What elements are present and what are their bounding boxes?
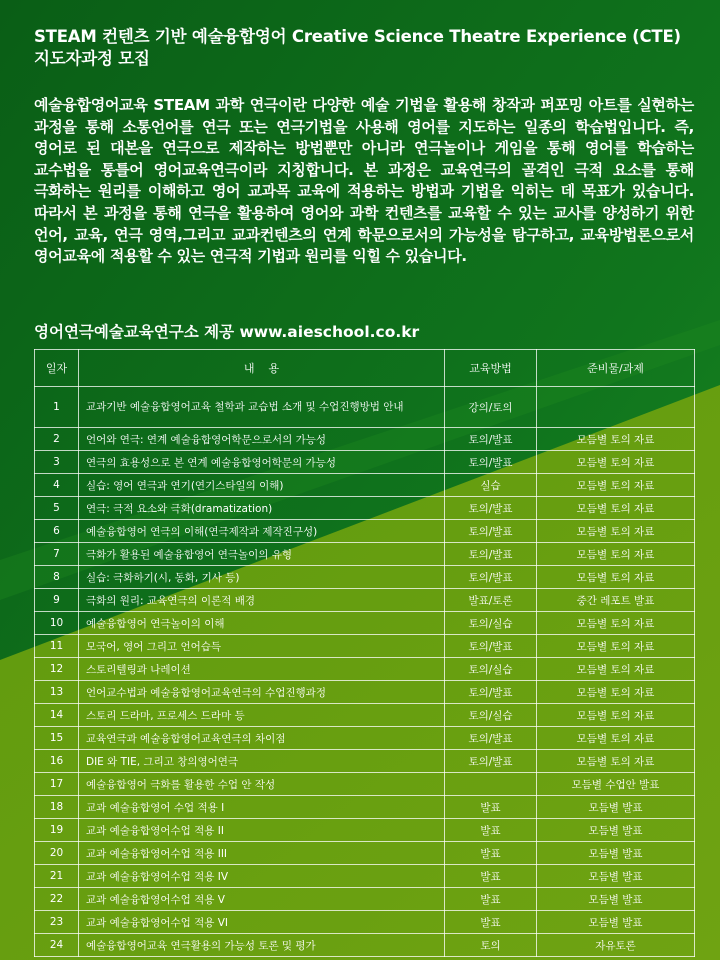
cell-date: 8 bbox=[35, 566, 79, 589]
table-row bbox=[35, 911, 695, 934]
cell-content: 스토리 드라마, 프로세스 드라마 등 bbox=[79, 704, 445, 727]
cell-content: 연극: 극적 요소와 극화(dramatization) bbox=[79, 497, 445, 520]
cell-method: 토의/발표 bbox=[445, 520, 537, 543]
title-line-1: STEAM 컨텐츠 기반 예술융합영어 Creative Science Theatre Experience (CTE) bbox=[34, 27, 681, 46]
cell-materials: 모듬별 토의 자료 bbox=[537, 727, 695, 750]
cell-method: 토의/발표 bbox=[445, 428, 537, 451]
cell-content: 교과 예술융합영어수업 적용 IV bbox=[79, 865, 445, 888]
table-row bbox=[35, 543, 695, 566]
provider-line: 영어연극예술교육연구소 제공 www.aieschool.co.kr bbox=[34, 323, 420, 341]
table-row bbox=[35, 451, 695, 474]
cell-method: 토의/발표 bbox=[445, 635, 537, 658]
intro-paragraph: 예술융합영어교육 STEAM 과학 연극이란 다양한 예술 기법을 활용해 창작과 퍼포밍 아트를 실현하는 과정을 통해 소통언어를 연극 또는 연극기법을 사용해 영어를 지도하는 일종의 학습법입니다. 즉, 영어로 된 대본을 연극으로 제작하는 방법뿐만 아니라 연극놀이나 게임을 통해 영어를 학습하는 교수법을 통틀어 영어교육연극이라 지칭합니다. 본 과정은 교육연극의 골격인 극적 요소를 통해 극화하는 원리를 이해하고 영어 교과목 교육에 적용하는 방법과 기법을 익히는 데 목표가 있습니다. 따라서 본 과정을 통해 연극을 활용하여 영어와 과학 컨텐츠를 교육할 수 있는 교사를 양성하기 위한 언어, 교육, 연극 영역,그리고 교과컨텐츠의 연계 학문으로서의 가능성을 탐구하고, 교육방법론으로서 영어교육에 적용할 수 있는 연극적 기법과 원리를 익힐 수 있습니다. bbox=[34, 96, 694, 266]
table-row bbox=[35, 635, 695, 658]
cell-materials: 모듬별 토의 자료 bbox=[537, 704, 695, 727]
cell-date: 9 bbox=[35, 589, 79, 612]
table-row bbox=[35, 520, 695, 543]
cell-method: 토의/발표 bbox=[445, 681, 537, 704]
cell-content: 예술융합영어교육 연극활용의 가능성 토론 및 평가 bbox=[79, 934, 445, 957]
cell-method: 실습 bbox=[445, 474, 537, 497]
cell-materials: 모듬별 토의 자료 bbox=[537, 474, 695, 497]
cell-date: 4 bbox=[35, 474, 79, 497]
cell-date: 17 bbox=[35, 773, 79, 796]
table-row bbox=[35, 566, 695, 589]
table-header-row bbox=[35, 350, 695, 387]
page-title bbox=[34, 26, 714, 70]
cell-materials: 모듬별 토의 자료 bbox=[537, 750, 695, 773]
cell-materials: 모듬별 토의 자료 bbox=[537, 635, 695, 658]
cell-date: 19 bbox=[35, 819, 79, 842]
table-row bbox=[35, 819, 695, 842]
cell-method: 토의/발표 bbox=[445, 566, 537, 589]
cell-content: 실습: 극화하기(시, 동화, 기사 등) bbox=[79, 566, 445, 589]
cell-materials: 모듬별 토의 자료 bbox=[537, 566, 695, 589]
cell-method: 토의/발표 bbox=[445, 543, 537, 566]
cell-content: 교과 예술융합영어수업 적용 II bbox=[79, 819, 445, 842]
cell-date: 5 bbox=[35, 497, 79, 520]
cell-date: 6 bbox=[35, 520, 79, 543]
cell-method: 발표 bbox=[445, 819, 537, 842]
cell-content: 언어와 연극: 연계 예술융합영어학문으로서의 가능성 bbox=[79, 428, 445, 451]
cell-materials: 모듬별 토의 자료 bbox=[537, 451, 695, 474]
table-row bbox=[35, 865, 695, 888]
cell-date: 3 bbox=[35, 451, 79, 474]
cell-method: 토의/실습 bbox=[445, 658, 537, 681]
cell-materials: 모듬별 발표 bbox=[537, 842, 695, 865]
cell-content: 실습: 영어 연극과 연기(연기스타일의 이해) bbox=[79, 474, 445, 497]
cell-method: 토의 bbox=[445, 934, 537, 957]
cell-content: 교과 예술융합영어 수업 적용 I bbox=[79, 796, 445, 819]
cell-materials: 모듬별 발표 bbox=[537, 796, 695, 819]
cell-date: 13 bbox=[35, 681, 79, 704]
header-method: 교육방법 bbox=[445, 350, 537, 387]
table-row bbox=[35, 589, 695, 612]
cell-materials: 자유토론 bbox=[537, 934, 695, 957]
cell-date: 16 bbox=[35, 750, 79, 773]
table-row bbox=[35, 474, 695, 497]
cell-content: 스토리텔링과 나레이션 bbox=[79, 658, 445, 681]
cell-materials: 모듬별 토의 자료 bbox=[537, 543, 695, 566]
cell-method: 토의/실습 bbox=[445, 704, 537, 727]
cell-materials bbox=[537, 387, 695, 428]
table-row bbox=[35, 773, 695, 796]
cell-date: 18 bbox=[35, 796, 79, 819]
cell-date: 20 bbox=[35, 842, 79, 865]
cell-date: 22 bbox=[35, 888, 79, 911]
cell-content: 언어교수법과 예술융합영어교육연극의 수업진행과정 bbox=[79, 681, 445, 704]
header-materials: 준비물/과제 bbox=[537, 350, 695, 387]
cell-method: 발표 bbox=[445, 865, 537, 888]
title-line-2: 지도자과정 모집 bbox=[34, 49, 150, 68]
cell-date: 10 bbox=[35, 612, 79, 635]
table-row bbox=[35, 658, 695, 681]
cell-content: 예술융합영어 극화를 활용한 수업 안 작성 bbox=[79, 773, 445, 796]
table-row bbox=[35, 704, 695, 727]
cell-method: 토의/발표 bbox=[445, 497, 537, 520]
cell-date: 24 bbox=[35, 934, 79, 957]
cell-materials: 중간 레포트 발표 bbox=[537, 589, 695, 612]
cell-method: 발표 bbox=[445, 888, 537, 911]
cell-date: 11 bbox=[35, 635, 79, 658]
cell-materials: 모듬별 발표 bbox=[537, 865, 695, 888]
cell-materials: 모듬별 수업안 발표 bbox=[537, 773, 695, 796]
cell-method: 토의/발표 bbox=[445, 451, 537, 474]
cell-method: 발표 bbox=[445, 911, 537, 934]
cell-date: 2 bbox=[35, 428, 79, 451]
cell-content: DIE 와 TIE, 그리고 창의영어연극 bbox=[79, 750, 445, 773]
cell-materials: 모듬별 토의 자료 bbox=[537, 520, 695, 543]
table-row bbox=[35, 387, 695, 428]
cell-materials: 모듬별 토의 자료 bbox=[537, 681, 695, 704]
cell-date: 15 bbox=[35, 727, 79, 750]
cell-method: 발표/토론 bbox=[445, 589, 537, 612]
table-row bbox=[35, 612, 695, 635]
table-row bbox=[35, 681, 695, 704]
table-row bbox=[35, 428, 695, 451]
curriculum-table bbox=[34, 349, 695, 957]
table-row bbox=[35, 497, 695, 520]
cell-method: 토의/발표 bbox=[445, 750, 537, 773]
cell-date: 1 bbox=[35, 387, 79, 428]
cell-materials: 모듬별 토의 자료 bbox=[537, 428, 695, 451]
cell-method: 발표 bbox=[445, 842, 537, 865]
cell-materials: 모듬별 토의 자료 bbox=[537, 658, 695, 681]
cell-content: 교과 예술융합영어수업 적용 V bbox=[79, 888, 445, 911]
cell-date: 21 bbox=[35, 865, 79, 888]
cell-content: 극화의 원리: 교육연극의 이론적 배경 bbox=[79, 589, 445, 612]
cell-content: 예술융합영어 연극의 이해(연극제작과 제작진구성) bbox=[79, 520, 445, 543]
table-row bbox=[35, 727, 695, 750]
table-row bbox=[35, 888, 695, 911]
cell-content: 모국어, 영어 그리고 언어습득 bbox=[79, 635, 445, 658]
cell-content: 예술융합영어 연극놀이의 이해 bbox=[79, 612, 445, 635]
cell-date: 12 bbox=[35, 658, 79, 681]
cell-content: 교육연극과 예술융합영어교육연극의 차이점 bbox=[79, 727, 445, 750]
cell-content: 교과기반 예술융합영어교육 철학과 교습법 소개 및 수업진행방법 안내 bbox=[79, 387, 445, 428]
cell-date: 14 bbox=[35, 704, 79, 727]
cell-materials: 모듬별 발표 bbox=[537, 888, 695, 911]
cell-method: 강의/토의 bbox=[445, 387, 537, 428]
table-row bbox=[35, 750, 695, 773]
table-row bbox=[35, 796, 695, 819]
cell-materials: 모듬별 토의 자료 bbox=[537, 497, 695, 520]
cell-content: 교과 예술융합영어수업 적용 III bbox=[79, 842, 445, 865]
cell-method: 발표 bbox=[445, 796, 537, 819]
cell-content: 연극의 효용성으로 본 연계 예술융합영어학문의 가능성 bbox=[79, 451, 445, 474]
table-row bbox=[35, 934, 695, 957]
header-date: 일자 bbox=[35, 350, 79, 387]
cell-method bbox=[445, 773, 537, 796]
cell-date: 7 bbox=[35, 543, 79, 566]
cell-materials: 모듬별 발표 bbox=[537, 819, 695, 842]
cell-date: 23 bbox=[35, 911, 79, 934]
cell-materials: 모듬별 발표 bbox=[537, 911, 695, 934]
cell-method: 토의/발표 bbox=[445, 727, 537, 750]
cell-content: 교과 예술융합영어수업 적용 VI bbox=[79, 911, 445, 934]
header-content: 내 용 bbox=[79, 350, 445, 387]
cell-method: 토의/실습 bbox=[445, 612, 537, 635]
table-row bbox=[35, 842, 695, 865]
cell-materials: 모듬별 토의 자료 bbox=[537, 612, 695, 635]
cell-content: 극화가 활용된 예술융합영어 연극놀이의 유형 bbox=[79, 543, 445, 566]
